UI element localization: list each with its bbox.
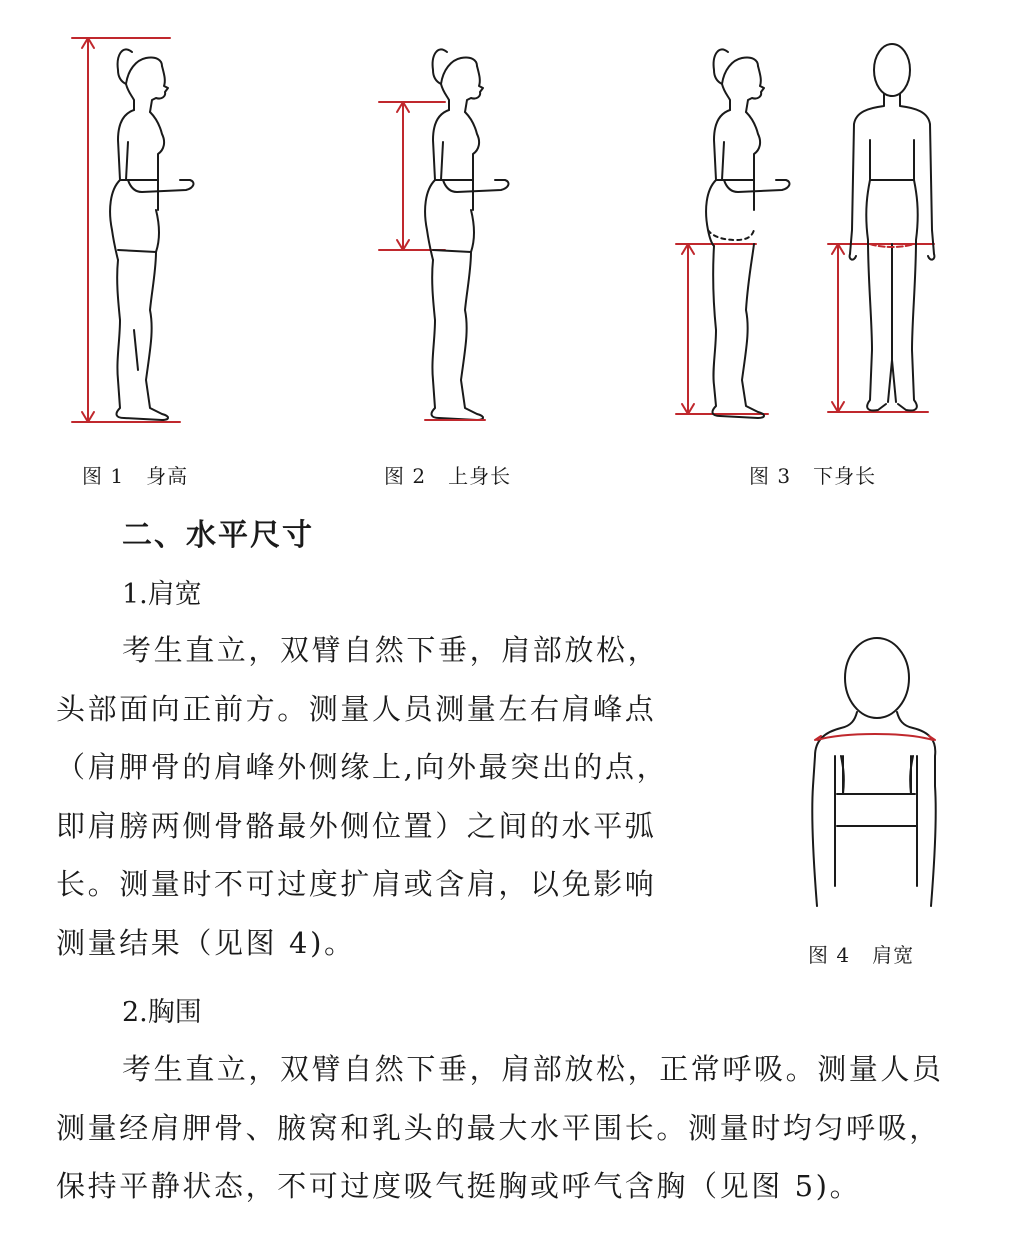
item-2-line: 测量经肩胛骨、腋窝和乳头的最大水平围长。测量时均匀呼吸， (56, 1110, 941, 1145)
figure-4-shoulder-width (805, 636, 945, 916)
item-2-title: 2.胸围 (122, 997, 202, 1028)
item-1-paragraph (56, 621, 668, 972)
item-2-line: 考生直立，双臂自然下垂，肩部放松，正常呼吸。测量人员 (122, 1052, 944, 1086)
figure-3-label: 下身长 (813, 464, 877, 488)
figure-4-caption (808, 939, 914, 968)
figure-4-number: 图 4 (808, 943, 851, 967)
figure-1-height (70, 30, 220, 430)
item-1-line: 考生直立，双臂自然下垂，肩部放松， (122, 633, 660, 667)
figure-3-lower-body (672, 30, 972, 430)
figure-1-caption (82, 460, 188, 489)
figure-2-caption (384, 460, 511, 489)
item-1-line: 测量结果（见图 4)。 (56, 925, 356, 960)
figure-2-number: 图 2 (384, 464, 427, 488)
item-1-line: 长。测量时不可过度扩肩或含肩，以免影响 (56, 867, 657, 901)
section-heading: 二、水平尺寸 (122, 518, 314, 553)
figure-3-caption (749, 460, 876, 489)
item-1-title: 1.肩宽 (122, 579, 202, 610)
item-2-paragraph (56, 1040, 944, 1216)
item-1-line: 头部面向正前方。测量人员测量左右肩峰点 (56, 691, 657, 726)
item-1-line: （肩胛骨的肩峰外侧缘上,向外最突出的点， (56, 750, 669, 784)
figure-4-label: 肩宽 (872, 943, 915, 967)
figure-2-upper-body (375, 30, 535, 430)
figure-3-number: 图 3 (749, 464, 792, 488)
figure-1-label: 身高 (146, 464, 189, 488)
figure-1-number: 图 1 (82, 464, 125, 488)
item-2-line: 保持平静状态，不可过度吸气挺胸或呼气含胸（见图 5)。 (56, 1169, 862, 1203)
figure-2-label: 上身长 (448, 464, 512, 488)
item-1-line: 即肩膀两侧骨骼最外侧位置）之间的水平弧 (56, 808, 657, 843)
